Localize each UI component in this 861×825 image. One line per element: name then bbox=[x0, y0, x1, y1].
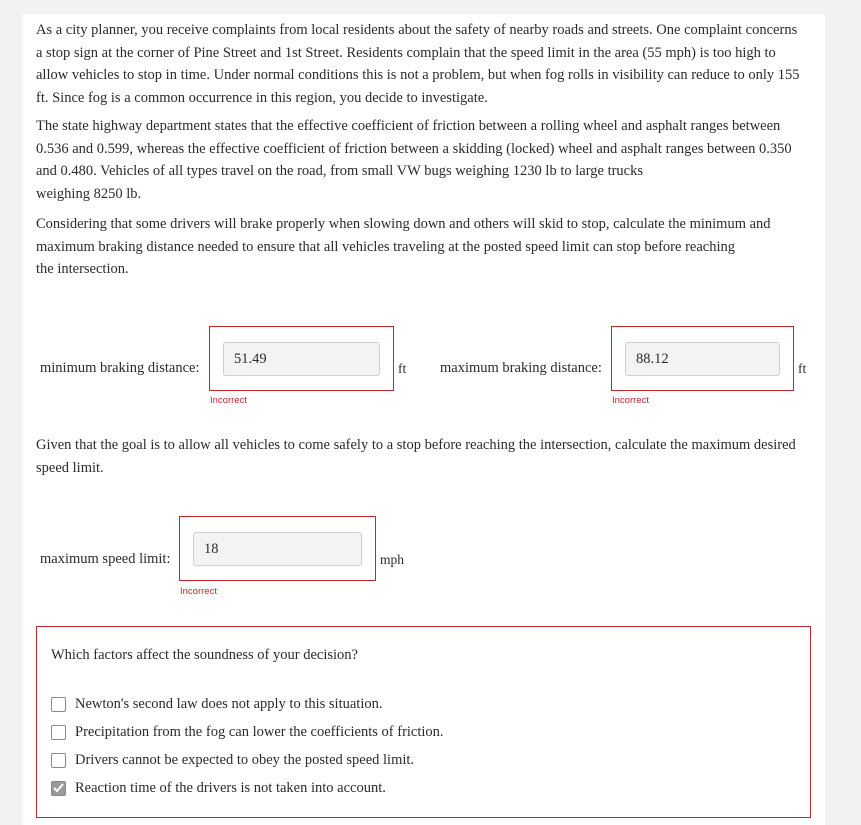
checkbox[interactable] bbox=[51, 753, 66, 768]
factors-question-box bbox=[36, 626, 811, 818]
option-label: Reaction time of the drivers is not taken into account. bbox=[75, 780, 386, 796]
problem-paragraph-2-end: weighing 8250 lb. bbox=[36, 185, 142, 202]
problem-paragraph-3-end: the intersection. bbox=[36, 261, 129, 277]
option-precipitation[interactable] bbox=[51, 722, 444, 742]
problem-paragraph-2-main: The state highway department states that the effective coefficient of friction between a rolling wheel and asphalt ranges between 0.536 and 0.599, whereas the effective coefficient of friction between a skidding (locked) wheel and asphalt ranges between 0.350 and 0.480. Vehicles of all types travel on the road, from small VW bugs weighing 1230 lb to large trucks bbox=[36, 118, 792, 179]
max-distance-input[interactable] bbox=[625, 342, 780, 376]
problem-paragraph-3 bbox=[36, 213, 806, 281]
option-label: Newton's second law does not apply to this situation. bbox=[75, 696, 383, 712]
min-distance-answer-box bbox=[209, 326, 394, 391]
option-drivers-obey[interactable] bbox=[51, 750, 414, 770]
option-label: Precipitation from the fog can lower the coefficients of friction. bbox=[75, 724, 444, 740]
checkbox[interactable] bbox=[51, 725, 66, 740]
check-icon bbox=[53, 783, 64, 793]
max-distance-unit: ft bbox=[798, 361, 807, 376]
option-reaction-time[interactable] bbox=[51, 778, 386, 798]
min-distance-label: minimum braking distance: bbox=[40, 360, 200, 376]
checkbox[interactable] bbox=[51, 697, 66, 712]
min-distance-input[interactable] bbox=[223, 342, 380, 376]
min-distance-unit: ft bbox=[398, 361, 407, 376]
speed-limit-label: maximum speed limit: bbox=[40, 551, 171, 567]
checkbox[interactable] bbox=[51, 781, 66, 796]
max-distance-answer-box bbox=[611, 326, 794, 391]
question-card bbox=[22, 14, 825, 825]
speed-limit-answer-box bbox=[179, 516, 376, 581]
problem-paragraph-1: As a city planner, you receive complaints from local residents about the safety of nearby roads and streets. One complaint concerns a stop sign at the corner of Pine Street and 1st Street. Residents complain that the speed limit in the area (55 mph) is too high to allow vehicles to stop in time. Under normal conditions this is not a problem, but when fog rolls in visibility can reduce to only 155 ft. Since fog is a common occurrence in this region, you decide to investigate. bbox=[36, 22, 800, 106]
problem-paragraph-2 bbox=[36, 115, 806, 205]
max-distance-label: maximum braking distance: bbox=[440, 360, 602, 376]
speed-limit-unit: mph bbox=[380, 552, 405, 567]
speed-limit-input[interactable] bbox=[193, 532, 362, 566]
option-label: Drivers cannot be expected to obey the posted speed limit. bbox=[75, 752, 415, 768]
min-distance-feedback: Incorrect bbox=[210, 395, 247, 406]
problem-paragraph-4: Given that the goal is to allow all vehicles to come safely to a stop before reaching the intersection, calculate the maximum desired speed limit. bbox=[36, 437, 796, 476]
option-newtons-law[interactable] bbox=[51, 694, 382, 714]
factors-question: Which factors affect the soundness of your decision? bbox=[51, 647, 358, 663]
problem-paragraph-3-main: Considering that some drivers will brake properly when slowing down and others will skid to stop, calculate the minimum and maximum braking distance needed to ensure that all vehicles traveling at the posted speed limit can stop before reaching bbox=[36, 216, 771, 255]
max-distance-feedback: Incorrect bbox=[612, 395, 649, 406]
speed-limit-feedback: Incorrect bbox=[180, 586, 217, 597]
